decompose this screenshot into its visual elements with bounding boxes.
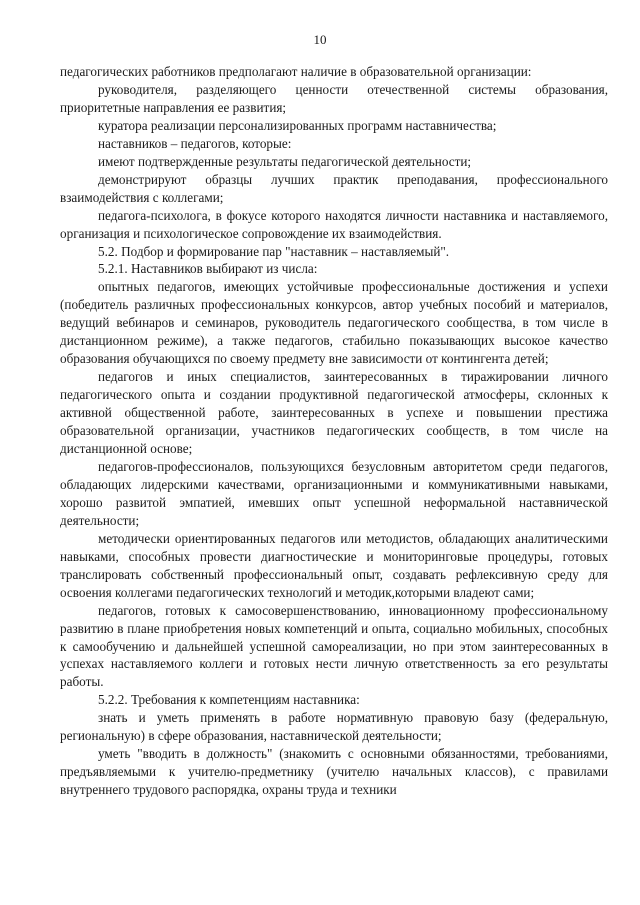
paragraph: педагога-психолога, в фокусе которого находятся личности наставника и наставляемого, организация и психологическое сопровождение их взаимодействия. — [60, 207, 608, 241]
paragraph: наставников – педагогов, которые: — [98, 135, 292, 151]
paragraph: имеют подтвержденные результаты педагогической деятельности; — [98, 153, 472, 169]
paragraph: педагогов-профессионалов, пользующихся безусловным авторитетом среди педагогов, обладающих лидерскими качествами, организационными и коммуникативными навыками, хорошо развитой эмпатией, имевших опыт успешной неформальной наставнической деятельности; — [60, 458, 608, 528]
section-heading: 5.2. Подбор и формирование пар "наставник – наставляемый". — [98, 243, 450, 259]
paragraph: руководителя, разделяющего ценности отечественной системы образования, приоритетные направления ее развития; — [60, 81, 608, 115]
paragraph: уметь "вводить в должность" (знакомить с основными обязанностями, требованиями, предъявляемыми к учителю-предметнику (учителю начальных классов), с правилами внутреннего трудового распорядка, охраны труда и техники — [60, 746, 608, 798]
paragraph: знать и уметь применять в работе нормативную правовую базу (федеральную, региональную) в сфере образования, наставнической деятельности; — [60, 710, 608, 744]
document-body — [60, 63, 608, 799]
paragraph: методически ориентированных педагогов или методистов, обладающих аналитическими навыками, способных провести диагностические и мониторинговые процедуры, готовых транслировать собственный профессиональный опыт, создавать рефлексивную среду для освоения коллегами педагогических технологий и методик,которыми владеют сами; — [60, 530, 608, 600]
section-heading: 5.2.2. Требования к компетенциям наставника: — [98, 692, 360, 708]
paragraph: педагогических работников предполагают наличие в образовательной организации: — [60, 64, 532, 79]
paragraph: куратора реализации персонализированных программ наставничества; — [98, 117, 497, 133]
paragraph: демонстрируют образцы лучших практик преподавания, профессионального взаимодействия с коллегами; — [60, 171, 608, 205]
page-number: 10 — [313, 32, 327, 47]
paragraph: педагогов и иных специалистов, заинтересованных в тиражировании личного педагогического опыта и создании продуктивной педагогической атмосферы, склонных к активной общественной работе, заинтересованных в успехе и повышении престижа образовательной организации, участников педагогических сообществ, в том числе на дистанционной основе; — [60, 369, 608, 457]
section-heading: 5.2.1. Наставников выбирают из числа: — [98, 261, 318, 277]
paragraph: педагогов, готовых к самосовершенствованию, инновационному профессиональному развитию в плане приобретения новых компетенций и опыта, социально мобильных, способных к самообучению и дальнейшей успешной самореализации, но при этом заинтересованных в успехах наставляемого коллеги и готовых нести личную ответственность за его результаты работы. — [60, 602, 608, 690]
paragraph: опытных педагогов, имеющих устойчивые профессиональные достижения и успехи (победитель различных профессиональных конкурсов, автор учебных пособий и материалов, ведущий вебинаров и семинаров, руководитель педагогического сообщества, в том числе в дистанционном режиме), а также педагогов, стабильно показывающих высокое качество образования обучающихся по своему предмету вне зависимости от контингента детей; — [60, 279, 608, 367]
